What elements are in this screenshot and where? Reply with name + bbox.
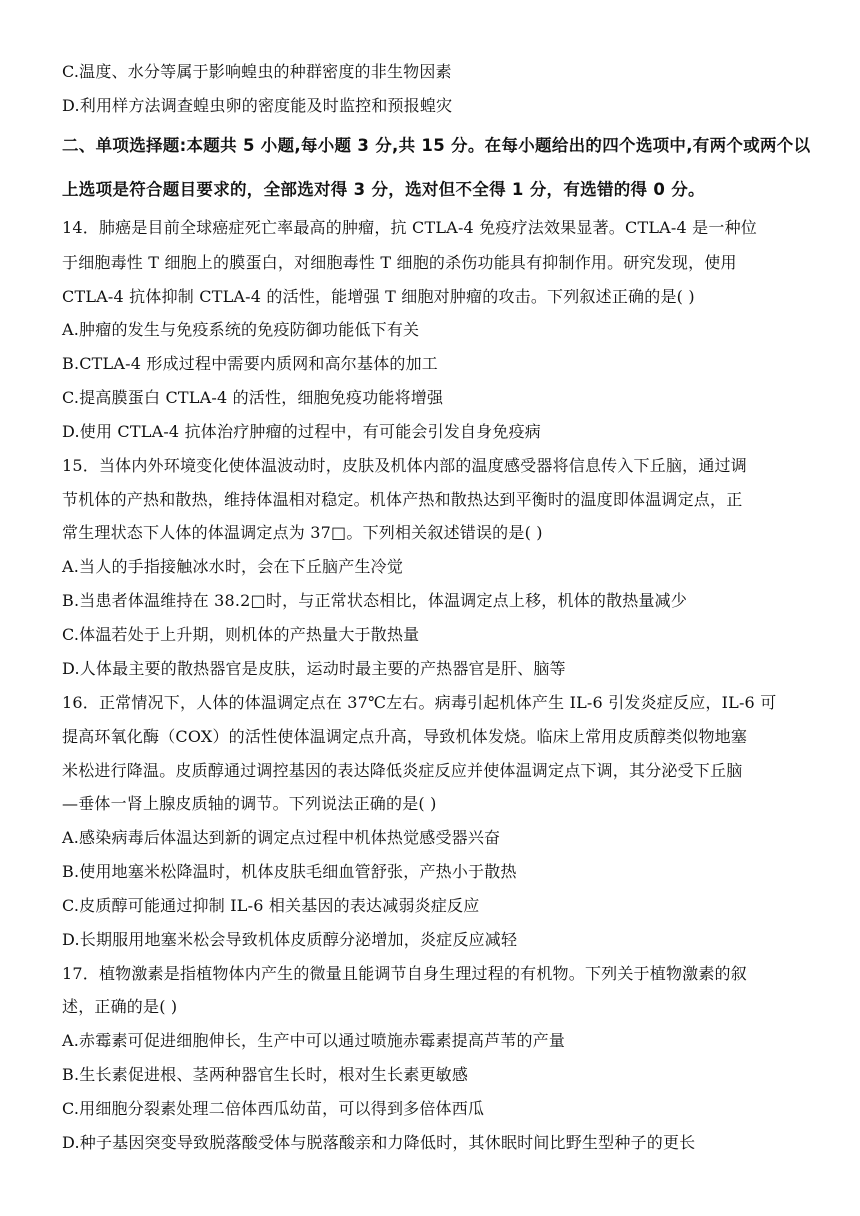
option-b-q15: B.当患者体温维持在 38.2□时，与正常状态相比，体温调定点上移，机体的散热量减少 <box>62 591 688 610</box>
section-heading-cont: 上选项是符合题目要求的，全部选对得 3 分，选对但不全得 1 分，有选错的得 0 分。 <box>62 180 705 199</box>
option-c-q14: C.提高膜蛋白 CTLA-4 的活性，细胞免疫功能将增强 <box>62 388 444 407</box>
option-d-q14: D.使用 CTLA-4 抗体治疗肿瘤的过程中，有可能会引发自身免疫病 <box>62 422 541 441</box>
question-16-stem: 米松进行降温。皮质醇通过调控基因的表达降低炎症反应并使体温调定点下调，其分泌受下丘脑 <box>62 761 743 780</box>
question-14-stem: CTLA-4 抗体抑制 CTLA-4 的活性，能增强 T 细胞对肿瘤的攻击。下列叙述正确的是( ) <box>62 287 695 306</box>
question-15-stem: 常生理状态下人体的体温调定点为 37□。下列相关叙述错误的是( ) <box>62 523 543 542</box>
option-a-q16: A.感染病毒后体温达到新的调定点过程中机体热觉感受器兴奋 <box>62 828 501 847</box>
option-b-q16: B.使用地塞米松降温时，机体皮肤毛细血管舒张，产热小于散热 <box>62 862 517 881</box>
option-c-q15: C.体温若处于上升期，则机体的产热量大于散热量 <box>62 625 420 644</box>
option-d-q13: D.利用样方法调查蝗虫卵的密度能及时监控和预报蝗灾 <box>62 96 453 115</box>
question-15-stem: 15．当体内外环境变化使体温波动时，皮肤及机体内部的温度感受器将信息传入下丘脑，通过调 <box>62 456 747 475</box>
option-d-q15: D.人体最主要的散热器官是皮肤，运动时最主要的产热器官是肝、脑等 <box>62 659 566 678</box>
question-16-stem: 16．正常情况下，人体的体温调定点在 37℃左右。病毒引起机体产生 IL-6 引发炎症反应，IL-6 可 <box>62 693 777 712</box>
question-14-stem: 14．肺癌是目前全球癌症死亡率最高的肿瘤，抗 CTLA-4 免疫疗法效果显著。CTLA-4 是一种位 <box>62 218 757 237</box>
question-17-stem: 述，正确的是( ) <box>62 997 178 1016</box>
question-17-stem: 17．植物激素是指植物体内产生的微量且能调节自身生理过程的有机物。下列关于植物激素的叙 <box>62 964 747 983</box>
section-heading: 二、单项选择题:本题共 5 小题,每小题 3 分,共 15 分。在每小题给出的四个选项中,有两个或两个以 <box>62 136 811 155</box>
question-15-stem: 节机体的产热和散热，维持体温相对稳定。机体产热和散热达到平衡时的温度即体温调定点，正 <box>62 490 743 509</box>
option-d-q16: D.长期服用地塞米松会导致机体皮质醇分泌增加，炎症反应减轻 <box>62 930 518 949</box>
option-d-q17: D.种子基因突变导致脱落酸受体与脱落酸亲和力降低时，其休眠时间比野生型种子的更长 <box>62 1133 696 1152</box>
option-c-q17: C.用细胞分裂素处理二倍体西瓜幼苗，可以得到多倍体西瓜 <box>62 1099 485 1118</box>
question-16-stem: —垂体一肾上腺皮质轴的调节。下列说法正确的是( ) <box>62 794 437 813</box>
option-a-q15: A.当人的手指接触冰水时，会在下丘脑产生冷觉 <box>62 557 404 576</box>
option-c-q13: C.温度、水分等属于影响蝗虫的种群密度的非生物因素 <box>62 62 452 81</box>
option-b-q14: B.CTLA-4 形成过程中需要内质网和高尔基体的加工 <box>62 354 439 373</box>
question-16-stem: 提高环氧化酶（COX）的活性使体温调定点升高，导致机体发烧。临床上常用皮质醇类似物地塞 <box>62 727 748 746</box>
question-14-stem: 于细胞毒性 T 细胞上的膜蛋白，对细胞毒性 T 细胞的杀伤功能具有抑制作用。研究发现，使用 <box>62 253 737 272</box>
option-c-q16: C.皮质醇可能通过抑制 IL-6 相关基因的表达减弱炎症反应 <box>62 896 480 915</box>
option-a-q14: A.肿瘤的发生与免疫系统的免疫防御功能低下有关 <box>62 320 420 339</box>
option-a-q17: A.赤霉素可促进细胞伸长，生产中可以通过喷施赤霉素提高芦苇的产量 <box>62 1031 566 1050</box>
option-b-q17: B.生长素促进根、茎两种器官生长时，根对生长素更敏感 <box>62 1065 469 1084</box>
